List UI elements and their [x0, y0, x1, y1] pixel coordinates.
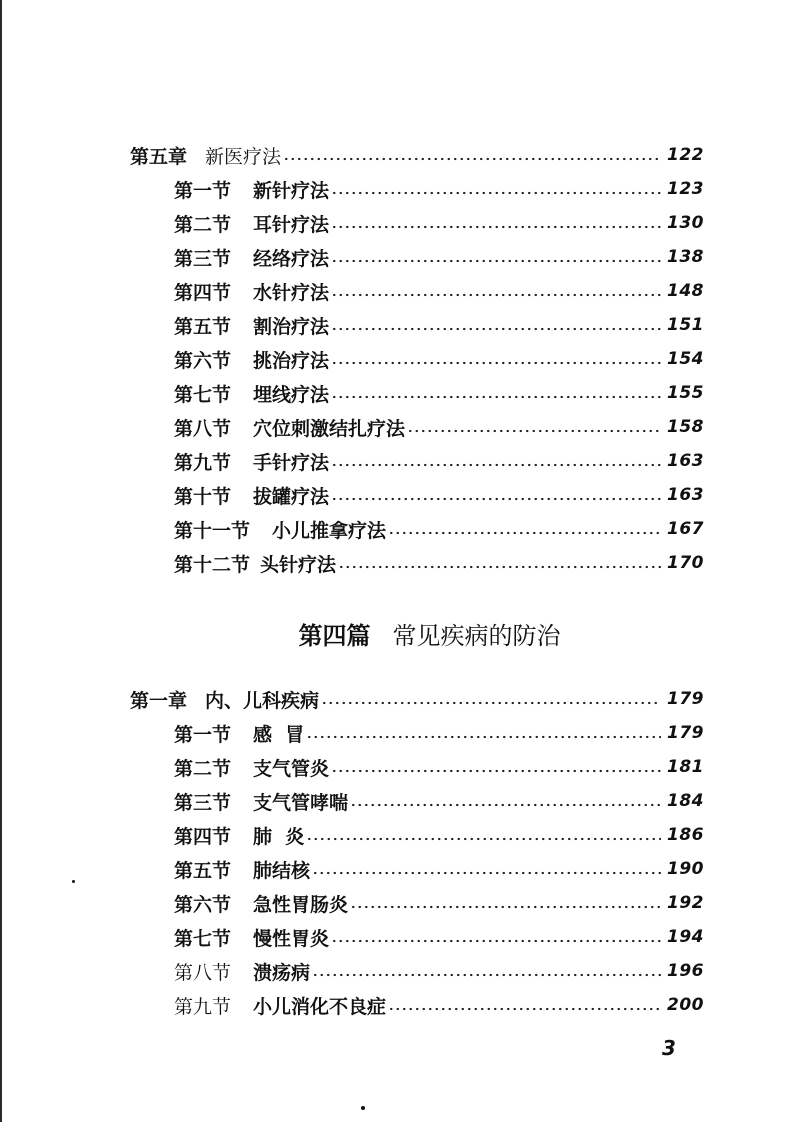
dot-leader: [283, 157, 661, 161]
section-label: 第八节: [174, 961, 232, 984]
section-label: 第八节: [174, 417, 232, 440]
section-label: 第一节: [174, 179, 232, 202]
section-title: 肺 炎: [253, 825, 305, 848]
section-title: 穴位刺激结扎疗法: [253, 417, 406, 440]
section-label: 第六节: [174, 349, 232, 372]
section-title: 溃疡病: [253, 961, 311, 984]
section-page: 148: [667, 281, 704, 301]
section-title: 水针疗法: [253, 281, 330, 304]
section-page: 179: [667, 723, 704, 743]
section-label: 第十二节: [174, 553, 251, 576]
section-page: 163: [667, 451, 704, 471]
toc-section[interactable]: [174, 412, 704, 442]
section-title: 急性胃肠炎: [253, 893, 349, 916]
section-title: 肺结核: [253, 859, 311, 882]
toc-section[interactable]: [174, 718, 704, 748]
section-page: 154: [667, 349, 704, 369]
toc-section[interactable]: [174, 208, 704, 238]
section-page: 163: [667, 485, 704, 505]
section-label: 第四节: [174, 825, 232, 848]
part-label: 第四篇: [298, 621, 371, 650]
section-label: 第三节: [174, 247, 232, 270]
toc-section[interactable]: [174, 480, 704, 510]
section-page: 158: [667, 417, 704, 437]
section-page: 192: [667, 893, 704, 913]
dot-leader: [331, 395, 661, 399]
toc-section[interactable]: [174, 548, 704, 578]
section-label: 第一节: [174, 723, 232, 746]
part-title: 常见疾病的防治: [392, 622, 561, 650]
toc-section[interactable]: [174, 514, 704, 544]
section-page: 184: [667, 791, 704, 811]
section-label: 第九节: [174, 995, 232, 1018]
chapter-page: 179: [667, 689, 704, 709]
toc-section[interactable]: [174, 820, 704, 850]
toc-section[interactable]: [174, 310, 704, 340]
dot-leader: [331, 361, 661, 365]
part-heading: [0, 616, 799, 652]
section-title: 新针疗法: [253, 179, 330, 202]
section-label: 第七节: [174, 383, 232, 406]
dot-leader: [350, 803, 661, 807]
section-label: 第五节: [174, 859, 232, 882]
scan-speck: [361, 1106, 365, 1110]
dot-leader: [312, 871, 661, 875]
section-page: 190: [667, 859, 704, 879]
section-label: 第十一节: [174, 519, 251, 542]
section-title: 拔罐疗法: [253, 485, 330, 508]
section-title: 小儿消化不良症: [253, 995, 387, 1018]
section-title: 小儿推拿疗法: [272, 519, 387, 542]
section-label: 第四节: [174, 281, 232, 304]
toc-section[interactable]: [174, 922, 704, 952]
section-label: 第二节: [174, 757, 232, 780]
toc-section[interactable]: [174, 378, 704, 408]
dot-leader: [331, 939, 661, 943]
section-title: 支气管炎: [253, 757, 330, 780]
toc-section[interactable]: [174, 752, 704, 782]
section-title: 头针疗法: [260, 553, 337, 576]
scan-speck: [72, 880, 75, 883]
toc-section[interactable]: [174, 174, 704, 204]
dot-leader: [350, 905, 661, 909]
dot-leader: [312, 973, 661, 977]
toc-section[interactable]: [174, 888, 704, 918]
section-label: 第六节: [174, 893, 232, 916]
section-page: 170: [667, 553, 704, 573]
section-page: 155: [667, 383, 704, 403]
dot-leader: [331, 463, 661, 467]
dot-leader: [331, 327, 661, 331]
dot-leader: [331, 293, 661, 297]
section-page: 181: [667, 757, 704, 777]
toc-section[interactable]: [174, 242, 704, 272]
toc-section[interactable]: [174, 956, 704, 986]
chapter-title: 内、儿科疾病: [205, 689, 320, 712]
dot-leader: [331, 191, 661, 195]
toc-section[interactable]: [174, 990, 704, 1020]
toc-section[interactable]: [174, 344, 704, 374]
section-label: 第七节: [174, 927, 232, 950]
section-label: 第十节: [174, 485, 232, 508]
toc-chapter-1[interactable]: [130, 684, 704, 714]
chapter-page: 122: [667, 145, 704, 165]
dot-leader: [407, 429, 661, 433]
dot-leader: [388, 531, 661, 535]
section-title: 挑治疗法: [253, 349, 330, 372]
dot-leader: [338, 565, 661, 569]
page-edge-rule: [0, 0, 2, 1122]
dot-leader: [331, 225, 661, 229]
chapter-title: 新医疗法: [205, 145, 282, 168]
section-title: 手针疗法: [253, 451, 330, 474]
section-page: 138: [667, 247, 704, 267]
section-page: 194: [667, 927, 704, 947]
section-label: 第三节: [174, 791, 232, 814]
dot-leader: [306, 735, 661, 739]
section-title: 慢性胃炎: [253, 927, 330, 950]
chapter-label: 第五章: [130, 145, 188, 168]
toc-section[interactable]: [174, 446, 704, 476]
section-title: 埋线疗法: [253, 383, 330, 406]
section-page: 186: [667, 825, 704, 845]
section-title: 支气管哮喘: [253, 791, 349, 814]
dot-leader: [331, 497, 661, 501]
dot-leader: [306, 837, 661, 841]
chapter-label: 第一章: [130, 689, 188, 712]
section-page: 167: [667, 519, 704, 539]
toc-section[interactable]: [174, 276, 704, 306]
section-page: 200: [667, 995, 704, 1015]
section-page: 151: [667, 315, 704, 335]
section-title: 割治疗法: [253, 315, 330, 338]
toc-chapter-5[interactable]: [130, 140, 704, 170]
toc-section[interactable]: [174, 786, 704, 816]
section-page: 123: [667, 179, 704, 199]
section-page: 196: [667, 961, 704, 981]
section-title: 感 冒: [253, 723, 305, 746]
dot-leader: [331, 769, 661, 773]
dot-leader: [388, 1007, 661, 1011]
dot-leader: [331, 259, 661, 263]
section-label: 第九节: [174, 451, 232, 474]
dot-leader: [321, 701, 661, 705]
section-page: 130: [667, 213, 704, 233]
page-number: 3: [662, 1036, 676, 1060]
section-label: 第五节: [174, 315, 232, 338]
section-title: 耳针疗法: [253, 213, 330, 236]
section-title: 经络疗法: [253, 247, 330, 270]
section-label: 第二节: [174, 213, 232, 236]
toc-section[interactable]: [174, 854, 704, 884]
